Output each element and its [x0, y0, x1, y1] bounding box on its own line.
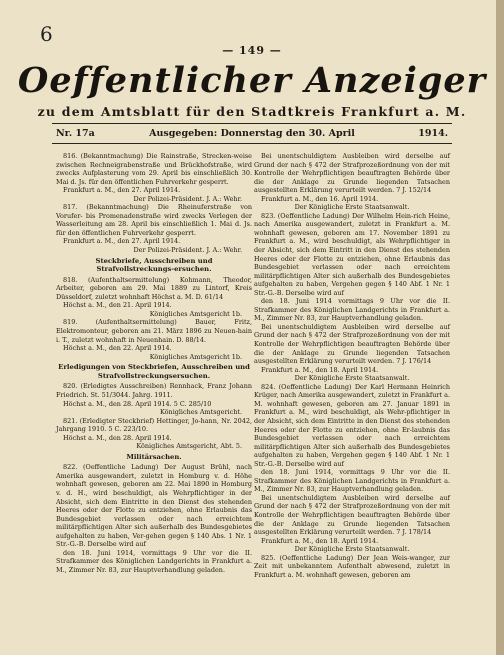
notice-821: 821. (Erledigter Steckbrief) Hettinger, Jo-hann, Nr. 2042, Jahrgang 1910. 5 C. 223/10.	[56, 416, 252, 434]
section-heading-military: Militärsachen.	[126, 452, 182, 461]
notice-822-summons: den 18. Juni 1914, vormittags 9 Uhr vor die II. Strafkammer des Königlichen Landgerichts in Frankfurt a. M., Zimmer Nr. 83, zur Hauptverhandlung geladen.	[56, 548, 252, 574]
notice-819-signature: Königliches Amtsgericht 1b.	[149, 352, 242, 361]
notice-824-date: Frankfurt a. M., den 18. April 1914.	[261, 536, 379, 545]
notice-818-signature: Königliches Amtsgericht 1b.	[149, 309, 242, 318]
notice-824-consequence: Bei unentschuldigtem Ausbleiben wird derselbe auf Grund der nach § 472 der Strafprozeßordnung von der mit Kontrolle der Wehrpflichtigen beauftragten Behörde über die der Anklage zu Grunde liegenden Tatsachen ausgestellten Erklärung verurteilt werden. 7 J. 178/14	[254, 493, 450, 537]
notice-822: 822. (Oeffentliche Ladung) Der August Brühl, nach Amerika ausgewandert, zuletzt in Homburg v. d. Höhe wohnhaft gewesen, geboren am 22. Mai 1890 in Homburg v. d. H., wird beschuldigt, als Wehrpflichtiger in der Absicht, sich dem Eintritte in den Dienst des stehenden Heeres oder der Flotte zu entziehen, ohne Erlaubnis das Bundesgebiet verlassen oder nach erreichtem militärpflichtigen Alter sich außerhalb des Bundesgebietes aufgehalten zu haben, Ver-gehen gegen § 140 Abs. 1 Nr. 1 Str.-G.-B. Derselbe wird auf	[56, 463, 252, 549]
notice-822-signature: Der Königliche Erste Staatsanwalt.	[294, 203, 410, 212]
notice-823-consequence: Bei unentschuldigtem Ausbleiben wird derselbe auf Grund der nach § 472 der Strafprozeßordnung von der mit Kontrolle der Wehrpflichtigen beauftragten Behörde über die der Anklage zu Grunde liegenden Tatsachen ausgestellten Erklärung verurteilt werden. 7 J. 176/14	[254, 322, 450, 366]
notice-817: 817. (Bekanntmachung) Die Rheinuferstraße von Vorufer- bis Promenadenstraße wird zwecks Verlegen der Wasserleitung am 28. April bis einschließlich 1. Mai d. Js. für den öffentlichen Fuhrverkehr gesperrt.	[56, 203, 252, 237]
notice-824-signature: Der Königliche Erste Staatsanwalt.	[294, 545, 410, 554]
notice-820-signature: Königliches Amtsgericht.	[160, 408, 242, 417]
notice-817-signature: Der Polizei-Präsident. J. A.: Wehr.	[133, 246, 242, 255]
handwritten-mark: 6	[40, 22, 53, 46]
notice-823-signature: Der Königliche Erste Staatsanwalt.	[294, 374, 410, 383]
section-heading-warrants: Steckbriefe, Ausschreiben und Strafvollstreckungs-ersuchen.	[95, 256, 213, 274]
notice-819: 819. (Aufenthaltsermittelung) Bauer, Fritz, Elektromonteur, geboren am 21. März 1896 zu Neuen-hain i. T., zuletzt wohnhaft in Neuenhain. D. 88/14.	[56, 318, 252, 344]
page-number: — 149 —	[222, 44, 282, 57]
notice-825: 825. (Oeffentliche Ladung) Der Jean Weis-wanger, zur Zeit mit unbekanntem Aufenthalt abwesend, zuletzt in Frankfurt a. M. wohnhaft gewesen, geboren am	[254, 553, 450, 579]
left-column	[56, 152, 252, 574]
masthead-title: Oeffentlicher Anzeiger	[17, 60, 487, 101]
notice-822-continued: Bei unentschuldigtem Ausbleiben wird derselbe auf Grund der nach § 472 der Strafprozeßordnung von der mit Kontrolle der Wehrpflichtigen beauftragten Behörde über die der Anklage zu Grunde liegenden Tatsachen ausgestellten Erklärung verurteilt werden. 7 J. 152/14	[254, 152, 450, 195]
issue-year: 1914.	[418, 128, 448, 139]
notice-820: 820. (Erledigtes Ausschreiben) Rennhack, Franz Johann Friedrich. St. 51/3044. Jahrg. 1911.	[56, 382, 252, 399]
notice-823-summons: den 18. Juni 1914 vormittags 9 Uhr vor die II. Strafkammer des Königlichen Landgerichts in Frankfurt a. M., Zimmer Nr. 83, zur Hauptverhandlung geladen.	[254, 297, 450, 323]
notice-821-date: Höchst a. M., den 28. April 1914.	[63, 433, 172, 442]
notice-818-date: Höchst a. M., den 21. April 1914.	[63, 301, 172, 310]
notice-819-date: Höchst a. M., den 22. April 1914.	[63, 344, 172, 353]
notice-820-date: Höchst a. M., den 28. April 1914. 5 C. 285/10	[63, 399, 212, 408]
notice-816-date: Frankfurt a. M., den 27. April 1914.	[63, 186, 181, 195]
notice-821-signature: Königliches Amtsgericht, Abt. 5.	[136, 442, 242, 451]
notice-816: 816. (Bekanntmachung) Die Rainstraße, Strecken-weise zwischen Rechneigrabenstraße und Brückhofstraße, wird zwecks Aufplasterung vom 29. April bis einschließlich 30. Mai d. Js. für den öffentlichen Fuhrverkehr gesperrt.	[56, 152, 252, 186]
divider-top	[52, 123, 452, 124]
masthead-subtitle: zu dem Amtsblatt für den Stadtkreis Frankfurt a. M.	[37, 104, 467, 119]
notice-816-signature: Der Polizei-Präsident. J. A.: Wehr.	[133, 194, 242, 203]
notice-818: 818. (Aufenthaltsermittelung) Kohmann, Theodor, Arbeiter, geboren am 29. Mai 1889 zu Lintorf, Kreis Düsseldorf, zuletzt wohnhaft Höchst a. M. D. 61/14	[56, 275, 252, 301]
divider-bottom	[52, 143, 452, 144]
right-column	[254, 152, 450, 579]
notice-824-summons: den 18. Juni 1914, vormittags 9 Uhr vor die II. Strafkammer des Königlichen Landgerichts in Frankfurt a. M., Zimmer Nr. 83, zur Hauptverhandlung geladen.	[254, 468, 450, 494]
notice-817-date: Frankfurt a. M., den 27. April 1914.	[63, 237, 181, 246]
notice-823: 823. (Oeffentliche Ladung) Der Wilhelm Hein-rich Heine, nach Amerika ausgewandert, zuletzt in Frankfurt a. M. wohnhaft gewesen, geboren am 17. November 1891 zu Frankfurt a. M., wird beschuldigt, als Wehrpflichtiger in der Absicht, sich dem Eintritt in den Dienst des stehenden Heeres oder der Flotte zu entziehen, ohne Erlaubnis das Bundesgebiet verlassen oder nach erreichtem militärpflichtigen Alter sich außerhalb des Bundesgebietes aufgehalten zu haben, Vergehen gegen § 140 Abf. 1 Nr. 1 Str.-G.-B. Derselbe wird auf	[254, 211, 450, 297]
section-heading-settled: Erledigungen von Steckbriefen, Ausschreiben und Strafvollstreckungsersuchen.	[58, 363, 250, 380]
issue-number: Nr. 17a	[56, 128, 95, 139]
notice-822-date: Frankfurt a. M., den 16. April 1914.	[261, 194, 379, 203]
issue-date: Ausgegeben: Donnerstag den 30. April	[149, 128, 355, 139]
notice-823-date: Frankfurt a. M., den 18. April 1914.	[261, 365, 379, 374]
notice-824: 824. (Oeffentliche Ladung) Der Karl Hermann Heinrich Krüger, nach Amerika ausgewandert, zuletzt in Frankfurt a. M. wohnhaft gewesen, geboren am 27. Januar 1891 in Frankfurt a. M., wird beschuldigt, als Wehr-pflichtiger in der Absicht, sich dem Eintritte in den Dienst des stehenden Heeres oder der Flotte zu entziehen, ohne Er-laubnis das Bundesgebiet verlassen oder nach erreichtem militärpflichtigen Alter sich außerhalb des Bundesgebietes aufgehalten zu haben, Vergehen gegen § 140 Abf. 1 Nr. 1 Str.-G.-B. Derselbe wird auf	[254, 382, 450, 468]
